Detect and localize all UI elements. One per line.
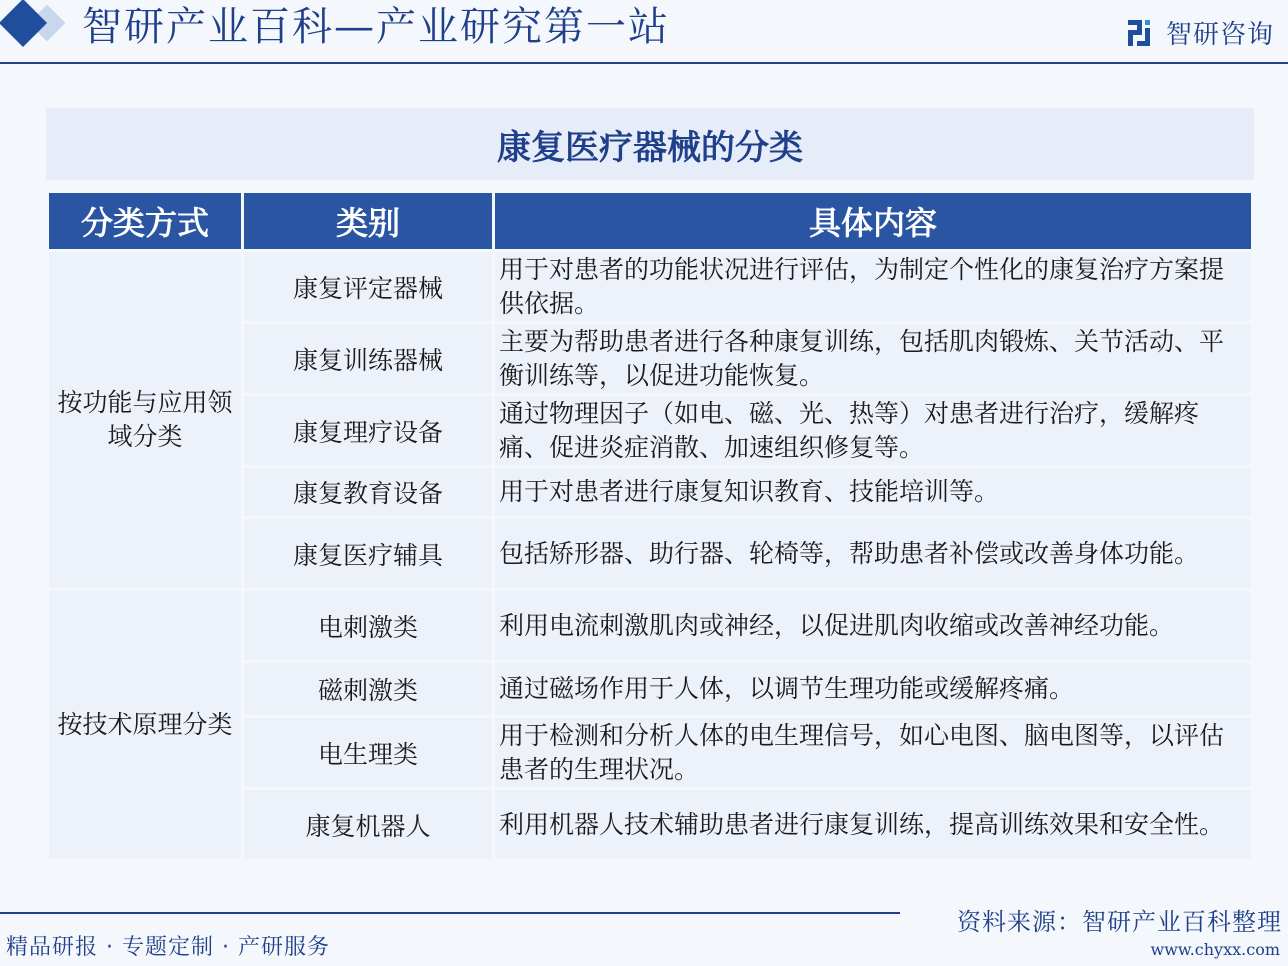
document-title: 康复医疗器械的分类 bbox=[497, 127, 803, 168]
category-cell: 康复医疗辅具 bbox=[244, 519, 492, 588]
category-cell: 康复训练器械 bbox=[244, 324, 492, 393]
source-note: 资料来源：智研产业百科整理 bbox=[957, 908, 1282, 936]
content-cell: 用于对患者的功能状况进行评估，为制定个性化的康复治疗方案提供依据。 bbox=[495, 252, 1251, 321]
footer-url: www.chyxx.com bbox=[1150, 940, 1280, 959]
site-title: 智研产业百科—产业研究第一站 bbox=[82, 4, 670, 50]
header-divider bbox=[0, 62, 1288, 64]
content-cell: 利用机器人技术辅助患者进行康复训练，提高训练效果和安全性。 bbox=[495, 790, 1251, 859]
footer-tagline: 精品研报 · 专题定制 · 产研服务 bbox=[6, 935, 330, 960]
column-header-method: 分类方式 bbox=[49, 193, 241, 249]
content-cell: 利用电流刺激肌肉或神经，以促进肌肉收缩或改善神经功能。 bbox=[495, 591, 1251, 660]
method-cell: 按功能与应用领域分类 bbox=[49, 252, 241, 588]
category-cell: 康复教育设备 bbox=[244, 468, 492, 516]
classification-table bbox=[46, 190, 1254, 862]
content-cell: 通过磁场作用于人体，以调节生理功能或缓解疼痛。 bbox=[495, 663, 1251, 715]
footer-divider bbox=[0, 912, 900, 914]
content-cell: 主要为帮助患者进行各种康复训练，包括肌肉锻炼、关节活动、平衡训练等，以促进功能恢复。 bbox=[495, 324, 1251, 393]
document-title-band bbox=[46, 108, 1254, 180]
content-cell: 包括矫形器、助行器、轮椅等，帮助患者补偿或改善身体功能。 bbox=[495, 519, 1251, 588]
category-cell: 康复机器人 bbox=[244, 790, 492, 859]
content-cell: 用于对患者进行康复知识教育、技能培训等。 bbox=[495, 468, 1251, 516]
category-cell: 电生理类 bbox=[244, 718, 492, 787]
page-header bbox=[0, 0, 1288, 62]
column-header-category: 类别 bbox=[244, 193, 492, 249]
column-header-content: 具体内容 bbox=[495, 193, 1251, 249]
category-cell: 康复评定器械 bbox=[244, 252, 492, 321]
content-cell: 用于检测和分析人体的电生理信号，如心电图、脑电图等，以评估患者的生理状况。 bbox=[495, 718, 1251, 787]
category-cell: 电刺激类 bbox=[244, 591, 492, 660]
category-cell: 磁刺激类 bbox=[244, 663, 492, 715]
logo-text: 智研咨询 bbox=[1165, 20, 1274, 50]
table-row bbox=[49, 591, 1251, 660]
content-cell: 通过物理因子（如电、磁、光、热等）对患者进行治疗，缓解疼痛、促进炎症消散、加速组织修复等。 bbox=[495, 396, 1251, 465]
table-row bbox=[49, 252, 1251, 321]
logo-icon bbox=[1128, 18, 1158, 48]
brand-logo bbox=[1128, 14, 1274, 51]
diamond-icon bbox=[0, 0, 47, 47]
method-cell: 按技术原理分类 bbox=[49, 591, 241, 859]
category-cell: 康复理疗设备 bbox=[244, 396, 492, 465]
